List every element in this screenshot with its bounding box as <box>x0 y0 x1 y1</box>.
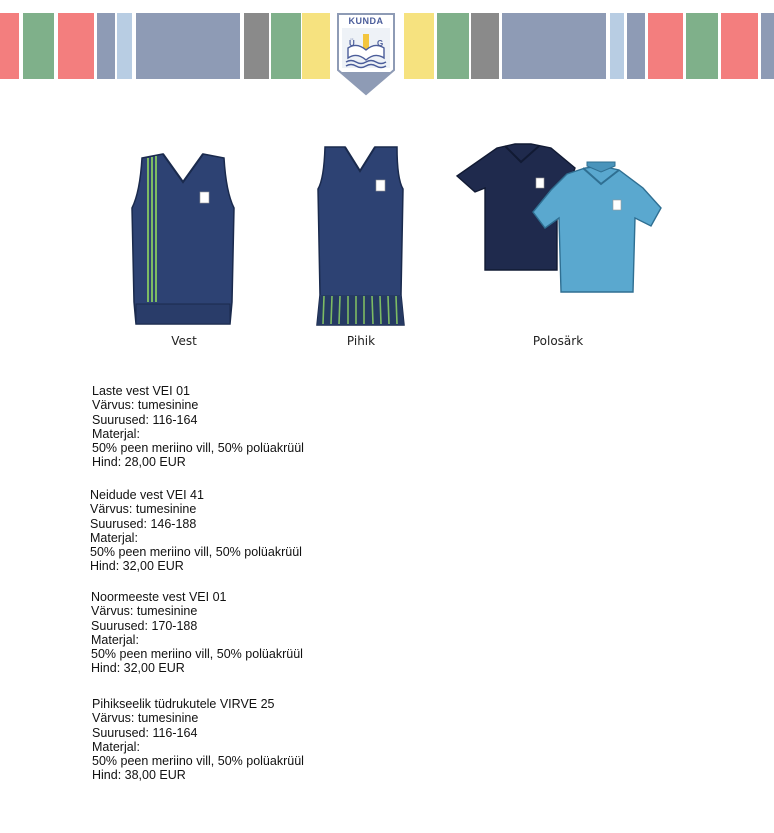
banner-stripe <box>58 13 94 79</box>
vest-caption: Vest <box>171 334 197 348</box>
polo-shirts-illustration <box>455 142 667 297</box>
banner-stripe <box>404 13 434 79</box>
product-sizes: Suurused: 116-164 <box>92 412 198 427</box>
product-price: Hind: 32,00 EUR <box>90 559 184 574</box>
banner-stripe <box>761 13 774 79</box>
banner-stripe <box>627 13 645 79</box>
banner-stripe <box>302 13 330 79</box>
product-material-label: Materjal: <box>90 530 138 545</box>
product-sizes: Suurused: 170-188 <box>91 618 198 633</box>
product-color: Värvus: tumesinine <box>92 711 199 726</box>
product-price: Hind: 32,00 EUR <box>91 661 185 676</box>
banner-stripe <box>648 13 683 79</box>
product-material-label: Materjal: <box>92 426 140 441</box>
product-block <box>91 590 303 676</box>
crest-title: KUNDA <box>348 16 384 26</box>
product-block <box>90 488 302 574</box>
crest-letter-u: Ü <box>349 39 355 48</box>
product-title: Neidude vest VEI 41 <box>90 488 204 502</box>
pinafore-caption: Pihik <box>346 334 376 348</box>
product-block <box>92 697 304 783</box>
banner-stripe <box>271 13 301 79</box>
polo-caption: Polosärk <box>532 334 584 348</box>
product-title: Noormeeste vest VEI 01 <box>91 590 227 604</box>
product-material-label: Materjal: <box>92 739 140 754</box>
product-color: Värvus: tumesinine <box>90 502 197 517</box>
product-color: Värvus: tumesinine <box>92 398 199 413</box>
product-title: Pihikseelik tüdrukutele VIRVE 25 <box>92 697 275 711</box>
banner-stripe <box>721 13 758 79</box>
banner-stripe <box>686 13 718 79</box>
product-sizes: Suurused: 116-164 <box>92 725 198 740</box>
product-material: 50% peen meriino vill, 50% polüakrüül <box>92 441 304 456</box>
banner-stripe <box>610 13 624 79</box>
banner-stripe <box>437 13 469 79</box>
product-material-label: Materjal: <box>91 632 139 647</box>
product-color: Värvus: tumesinine <box>91 604 198 619</box>
crest-letter-g: G <box>377 39 384 48</box>
pinafore-illustration <box>313 145 408 327</box>
product-material: 50% peen meriino vill, 50% polüakrüül <box>91 647 303 662</box>
banner-stripe <box>117 13 132 79</box>
banner-stripe <box>502 13 606 79</box>
banner-stripe <box>0 13 19 79</box>
banner-stripe <box>471 13 499 79</box>
product-title: Laste vest VEI 01 <box>92 384 190 398</box>
school-crest-logo <box>336 12 396 96</box>
banner-stripe <box>23 13 54 79</box>
banner-stripe <box>244 13 269 79</box>
product-block <box>92 384 304 470</box>
product-material: 50% peen meriino vill, 50% polüakrüül <box>90 545 302 560</box>
banner-stripe <box>136 13 240 79</box>
vest-illustration <box>128 152 238 326</box>
product-price: Hind: 38,00 EUR <box>92 768 186 783</box>
product-material: 50% peen meriino vill, 50% polüakrüül <box>92 754 304 769</box>
product-sizes: Suurused: 146-188 <box>90 516 197 531</box>
banner-stripe <box>97 13 115 79</box>
product-price: Hind: 28,00 EUR <box>92 455 186 470</box>
